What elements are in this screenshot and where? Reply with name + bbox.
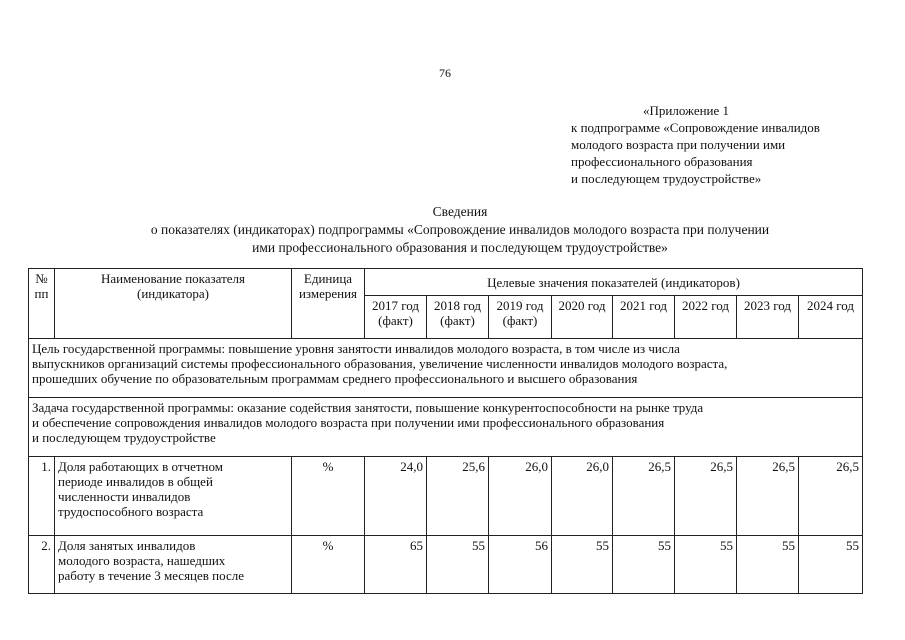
header-num-line: пп [34,286,49,301]
header-targets: Целевые значения показателей (индикаторов) [365,269,863,296]
year-cell [427,296,489,339]
year-cell [613,296,675,339]
heading-line: ими профессионального образования и последующем трудоустройстве» [252,240,668,255]
goal-line: прошедших обучение по образовательным программам среднего профессионального и высшего образования [32,371,638,386]
value-cell: 24,0 [365,457,427,536]
appendix-line: к подпрограмме «Сопровождение инвалидов [571,120,820,135]
value-cell: 26,5 [613,457,675,536]
header-unit-line: Единица [303,271,353,286]
value-cell: 26,0 [489,457,552,536]
task-line: и обеспечение сопровождения инвалидов молодого возраста при получении ими профессионального образования [32,415,665,430]
task-line: и последующем трудоустройстве [32,430,216,445]
year-cell [489,296,552,339]
value-cell: 56 [489,536,552,594]
value-cell: 26,5 [737,457,799,536]
task-row [29,398,863,457]
indicator-name-line: Доля работающих в отчетном [58,459,223,474]
year-note: (факт) [440,313,475,328]
appendix-line: профессионального образования [571,154,753,169]
document-heading [60,203,860,257]
appendix-line: и последующем трудоустройстве» [571,171,762,186]
indicator-name [55,457,292,536]
row-number: 1. [29,457,55,536]
header-name-line: Наименование показателя [100,271,246,286]
row-number: 2. [29,536,55,594]
heading-title: Сведения [432,204,488,219]
value-cell: 55 [675,536,737,594]
appendix-line: молодого возраста при получении ими [571,137,786,152]
table-row [29,536,863,594]
header-name [55,269,292,339]
value-cell: 26,5 [675,457,737,536]
goal-row [29,339,863,398]
year-note: (факт) [378,313,413,328]
header-unit [292,269,365,339]
value-cell: 26,0 [552,457,613,536]
year-label: 2023 год [744,298,791,313]
year-label: 2024 год [807,298,855,313]
year-label: 2022 год [682,298,729,313]
year-cell [737,296,799,339]
task-line: Задача государственной программы: оказание содействия занятости, повышение конкурентоспособности на рынке труда [32,400,704,415]
header-num-line: № [35,271,48,286]
indicator-name-line: Доля занятых инвалидов [58,538,196,553]
goal-line: выпускников организаций системы профессионального образования, увеличение численности инвалидов молодого возраста, [32,356,728,371]
value-cell: 55 [799,536,863,594]
value-cell: 55 [552,536,613,594]
header-name-line: (индикатора) [137,286,209,301]
goal-line: Цель государственной программы: повышение уровня занятости инвалидов молодого возраста, в том числе из числа [32,341,680,356]
appendix-line: «Приложение 1 [643,103,730,118]
year-cell [552,296,613,339]
unit-cell: % [292,457,365,536]
table-row [29,457,863,536]
year-cell [675,296,737,339]
value-cell: 55 [427,536,489,594]
value-cell: 55 [737,536,799,594]
year-cell [365,296,427,339]
year-label: 2020 год [558,298,606,313]
indicator-name-line: работу в течение 3 месяцев после [58,568,244,583]
indicators-table [28,268,863,594]
indicator-name-line: периоде инвалидов в общей [58,474,213,489]
indicator-name-line: численности инвалидов [58,489,191,504]
value-cell: 55 [613,536,675,594]
header-num [29,269,55,339]
year-note: (факт) [502,313,538,328]
unit-cell: % [292,536,365,594]
year-cell [799,296,863,339]
appendix-note [571,102,881,187]
heading-line: о показателях (индикаторах) подпрограммы «Сопровождение инвалидов молодого возраста при получении [150,222,770,237]
value-cell: 26,5 [799,457,863,536]
indicator-name-line: молодого возраста, нашедших [58,553,226,568]
indicator-name-line: трудоспособного возраста [58,504,204,519]
year-label: 2019 год [496,298,544,313]
year-label: 2021 год [620,298,667,313]
indicator-name [55,536,292,594]
value-cell: 25,6 [427,457,489,536]
value-cell: 65 [365,536,427,594]
header-unit-line: измерения [298,286,358,301]
page-number: 76 [439,66,451,80]
year-label: 2017 год [372,298,419,313]
year-label: 2018 год [434,298,481,313]
